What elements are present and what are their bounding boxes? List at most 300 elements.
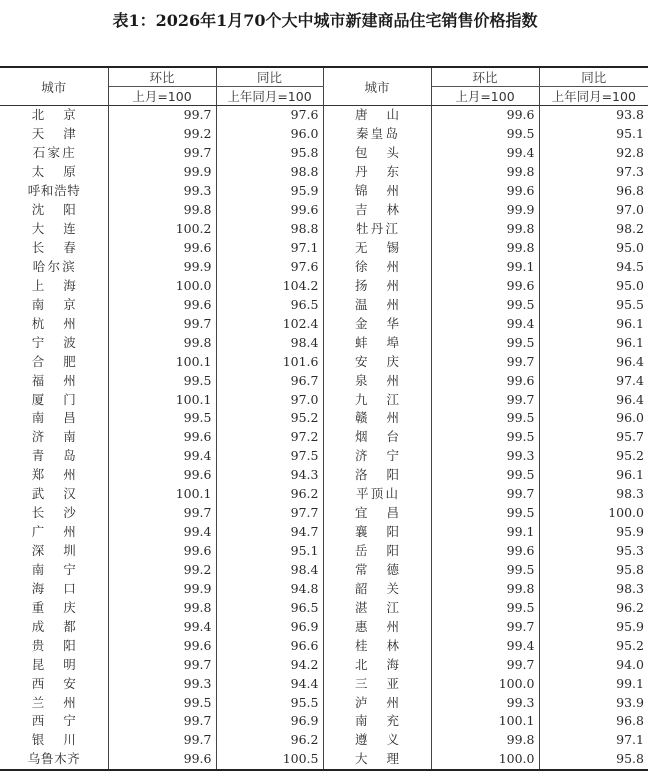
table-row xyxy=(0,333,648,352)
mom-value-left: 99.3 xyxy=(108,182,216,201)
city-name-left xyxy=(0,295,108,314)
mom-value-right: 99.6 xyxy=(431,182,539,201)
city-label: 成都 xyxy=(31,618,76,634)
city-name-right xyxy=(323,750,431,770)
table-row xyxy=(0,523,648,542)
yoy-value-right: 100.0 xyxy=(608,505,644,521)
mom-value-right: 99.6 xyxy=(431,276,539,295)
city-label: 桂林 xyxy=(355,637,399,653)
mom-value-left: 99.7 xyxy=(108,106,216,125)
yoy-value-right: 98.3 xyxy=(616,580,644,596)
mom-value-left: 99.6 xyxy=(108,428,216,447)
table-row xyxy=(0,371,648,390)
header-city-left: 城市 xyxy=(0,67,108,106)
city-name-left xyxy=(0,598,108,617)
city-name-right xyxy=(323,409,431,428)
mom-value-left: 99.5 xyxy=(108,693,216,712)
city-name-left xyxy=(0,371,108,390)
city-label: 吉林 xyxy=(355,202,399,218)
yoy-value-right: 96.1 xyxy=(616,334,644,350)
city-name-right xyxy=(323,523,431,542)
city-label: 常德 xyxy=(355,561,399,577)
mom-value-left: 99.7 xyxy=(108,655,216,674)
mom-value-left: 100.2 xyxy=(108,220,216,239)
mom-value-right: 99.8 xyxy=(431,579,539,598)
city-name-left xyxy=(0,579,108,598)
city-name-right xyxy=(323,561,431,580)
city-label: 海口 xyxy=(31,580,76,596)
city-name-left xyxy=(0,106,108,125)
city-name-right xyxy=(323,220,431,239)
city-label: 杭州 xyxy=(31,315,76,331)
mom-value-left: 99.7 xyxy=(108,314,216,333)
table-row xyxy=(0,125,648,144)
city-name-right xyxy=(323,579,431,598)
city-name-left xyxy=(0,409,108,428)
mom-value-left: 100.1 xyxy=(108,485,216,504)
city-name-left xyxy=(0,655,108,674)
city-name-left xyxy=(0,163,108,182)
city-name-left xyxy=(0,314,108,333)
yoy-value-left: 97.7 xyxy=(216,504,323,523)
mom-value-left: 99.7 xyxy=(108,712,216,731)
table-row xyxy=(0,106,648,125)
yoy-value-left: 96.5 xyxy=(216,598,323,617)
city-label: 北海 xyxy=(355,656,399,672)
yoy-value-right: 95.8 xyxy=(616,561,644,577)
city-label: 南充 xyxy=(355,713,399,729)
city-name-right xyxy=(323,258,431,277)
yoy-value-left: 96.9 xyxy=(216,617,323,636)
mom-value-right: 100.0 xyxy=(431,750,539,770)
city-name-left xyxy=(0,201,108,220)
city-name-left xyxy=(0,617,108,636)
mom-value-left: 99.2 xyxy=(108,561,216,580)
yoy-value-right: 96.2 xyxy=(616,599,644,615)
city-label: 宁波 xyxy=(31,334,76,350)
table-title: 表1：2026年1月70个大中城市新建商品住宅销售价格指数 xyxy=(112,11,538,30)
table-row xyxy=(0,428,648,447)
city-label: 贵阳 xyxy=(31,637,76,653)
mom-value-left: 99.6 xyxy=(108,295,216,314)
city-label: 蚌埠 xyxy=(355,334,399,350)
city-name-left xyxy=(0,750,108,770)
city-label: 扬州 xyxy=(355,277,399,293)
city-name-left xyxy=(0,276,108,295)
mom-value-right: 99.5 xyxy=(431,428,539,447)
yoy-value-right: 92.8 xyxy=(616,145,644,161)
city-label: 三亚 xyxy=(355,675,399,691)
city-label: 南昌 xyxy=(31,410,76,426)
city-label: 大理 xyxy=(355,751,399,767)
city-label: 丹东 xyxy=(355,164,399,180)
city-name-left xyxy=(0,125,108,144)
city-name-left xyxy=(0,258,108,277)
mom-value-left: 99.8 xyxy=(108,333,216,352)
city-label: 岳阳 xyxy=(355,543,399,559)
yoy-value-right: 97.0 xyxy=(616,202,644,218)
city-label: 泸州 xyxy=(355,694,399,710)
table-row xyxy=(0,352,648,371)
yoy-value-left: 94.2 xyxy=(216,655,323,674)
mom-value-right: 99.8 xyxy=(431,220,539,239)
city-label: 平顶山 xyxy=(356,486,398,502)
mom-value-right: 99.8 xyxy=(431,239,539,258)
city-name-left xyxy=(0,636,108,655)
table-row xyxy=(0,579,648,598)
yoy-value-left: 95.1 xyxy=(216,542,323,561)
table-row xyxy=(0,201,648,220)
city-label: 郑州 xyxy=(31,467,76,483)
mom-value-right: 99.5 xyxy=(431,504,539,523)
mom-value-right: 99.5 xyxy=(431,598,539,617)
mom-value-right: 99.5 xyxy=(431,333,539,352)
mom-value-right: 99.9 xyxy=(431,201,539,220)
mom-value-left: 99.4 xyxy=(108,523,216,542)
city-name-left xyxy=(0,504,108,523)
city-label: 温州 xyxy=(355,296,399,312)
table-row xyxy=(0,485,648,504)
city-name-left xyxy=(0,333,108,352)
city-label: 九江 xyxy=(355,391,399,407)
yoy-value-left: 95.9 xyxy=(216,182,323,201)
mom-value-left: 99.4 xyxy=(108,617,216,636)
yoy-value-right: 95.2 xyxy=(616,637,644,653)
city-name-right xyxy=(323,655,431,674)
table-row xyxy=(0,655,648,674)
city-name-left xyxy=(0,542,108,561)
mom-value-left: 99.6 xyxy=(108,542,216,561)
mom-value-left: 99.6 xyxy=(108,239,216,258)
city-name-left xyxy=(0,693,108,712)
yoy-value-left: 97.6 xyxy=(216,258,323,277)
mom-value-left: 99.2 xyxy=(108,125,216,144)
header-city-right: 城市 xyxy=(323,67,431,106)
yoy-value-right: 96.1 xyxy=(616,315,644,331)
city-name-right xyxy=(323,295,431,314)
table-row xyxy=(0,220,648,239)
table-row xyxy=(0,731,648,750)
header-yoy-right: 同比 xyxy=(539,67,648,87)
table-row xyxy=(0,409,648,428)
yoy-value-right: 95.0 xyxy=(616,277,644,293)
mom-value-right: 99.5 xyxy=(431,466,539,485)
city-name-left xyxy=(0,220,108,239)
mom-value-right: 99.6 xyxy=(431,542,539,561)
mom-value-right: 99.1 xyxy=(431,523,539,542)
mom-value-right: 99.5 xyxy=(431,295,539,314)
city-name-right xyxy=(323,504,431,523)
mom-value-left: 99.9 xyxy=(108,579,216,598)
mom-value-right: 99.4 xyxy=(431,144,539,163)
yoy-value-left: 104.2 xyxy=(216,276,323,295)
yoy-value-left: 95.2 xyxy=(216,409,323,428)
city-name-right xyxy=(323,163,431,182)
yoy-value-right: 94.5 xyxy=(616,258,644,274)
yoy-value-right: 95.1 xyxy=(616,126,644,142)
yoy-value-left: 96.0 xyxy=(216,125,323,144)
yoy-value-left: 96.2 xyxy=(216,731,323,750)
yoy-value-left: 94.4 xyxy=(216,674,323,693)
city-name-right xyxy=(323,693,431,712)
city-label: 惠州 xyxy=(355,618,399,634)
yoy-value-left: 96.9 xyxy=(216,712,323,731)
mom-value-left: 99.7 xyxy=(108,144,216,163)
yoy-value-right: 95.9 xyxy=(616,618,644,634)
city-name-right xyxy=(323,125,431,144)
city-label: 福州 xyxy=(31,372,76,388)
city-name-left xyxy=(0,674,108,693)
city-label: 金华 xyxy=(355,315,399,331)
yoy-value-right: 95.9 xyxy=(616,524,644,540)
table-row xyxy=(0,542,648,561)
city-label: 洛阳 xyxy=(355,467,399,483)
city-name-right xyxy=(323,333,431,352)
table-row xyxy=(0,258,648,277)
city-name-right xyxy=(323,428,431,447)
city-label: 襄阳 xyxy=(355,524,399,540)
city-label: 秦皇岛 xyxy=(356,126,398,142)
yoy-value-left: 97.0 xyxy=(216,390,323,409)
city-name-right xyxy=(323,731,431,750)
table-row xyxy=(0,295,648,314)
yoy-value-left: 98.4 xyxy=(216,561,323,580)
city-label: 宜昌 xyxy=(355,505,399,521)
mom-value-left: 99.4 xyxy=(108,447,216,466)
city-label: 泉州 xyxy=(355,372,399,388)
yoy-value-right: 95.2 xyxy=(616,448,644,464)
mom-value-right: 99.7 xyxy=(431,390,539,409)
city-label: 赣州 xyxy=(355,410,399,426)
yoy-value-left: 96.2 xyxy=(216,485,323,504)
city-label: 兰州 xyxy=(31,694,76,710)
mom-value-left: 99.7 xyxy=(108,731,216,750)
city-name-left xyxy=(0,390,108,409)
city-name-left xyxy=(0,523,108,542)
yoy-value-right: 96.0 xyxy=(616,410,644,426)
yoy-value-left: 95.5 xyxy=(216,693,323,712)
table-row xyxy=(0,636,648,655)
yoy-value-left: 96.5 xyxy=(216,295,323,314)
table-row xyxy=(0,239,648,258)
mom-value-left: 99.3 xyxy=(108,674,216,693)
mom-value-left: 100.1 xyxy=(108,352,216,371)
yoy-value-right: 95.7 xyxy=(616,429,644,445)
header-mom-left: 环比 xyxy=(108,67,216,87)
mom-value-right: 99.3 xyxy=(431,447,539,466)
city-label: 北京 xyxy=(31,107,76,123)
mom-value-left: 99.6 xyxy=(108,636,216,655)
yoy-value-left: 97.2 xyxy=(216,428,323,447)
city-label: 重庆 xyxy=(31,599,76,615)
mom-value-left: 99.9 xyxy=(108,163,216,182)
yoy-value-right: 97.4 xyxy=(616,372,644,388)
mom-value-right: 99.8 xyxy=(431,163,539,182)
mom-value-left: 99.8 xyxy=(108,201,216,220)
table-row xyxy=(0,447,648,466)
mom-value-right: 99.6 xyxy=(431,106,539,125)
city-name-left xyxy=(0,712,108,731)
yoy-value-right: 95.8 xyxy=(539,750,648,770)
city-name-right xyxy=(323,542,431,561)
city-label: 石家庄 xyxy=(32,145,75,161)
city-name-left xyxy=(0,447,108,466)
city-name-left xyxy=(0,466,108,485)
city-label: 唐山 xyxy=(355,107,399,123)
yoy-value-right: 93.9 xyxy=(616,694,644,710)
yoy-value-left: 101.6 xyxy=(216,352,323,371)
city-name-right xyxy=(323,390,431,409)
city-name-left xyxy=(0,731,108,750)
header-mom-right: 环比 xyxy=(431,67,539,87)
city-label: 长沙 xyxy=(31,505,76,521)
city-label: 银川 xyxy=(31,732,76,748)
mom-value-right: 99.5 xyxy=(431,125,539,144)
city-label: 湛江 xyxy=(355,599,399,615)
city-label: 牡丹江 xyxy=(356,221,398,237)
city-name-right xyxy=(323,447,431,466)
yoy-value-left: 100.5 xyxy=(216,750,323,770)
mom-value-right: 99.1 xyxy=(431,258,539,277)
yoy-value-left: 98.8 xyxy=(216,163,323,182)
city-name-right xyxy=(323,144,431,163)
table-row xyxy=(0,712,648,731)
city-name-left xyxy=(0,352,108,371)
mom-value-right: 99.3 xyxy=(431,693,539,712)
table-row xyxy=(0,617,648,636)
city-label: 南京 xyxy=(31,296,76,312)
city-name-right xyxy=(323,371,431,390)
yoy-value-right: 95.5 xyxy=(616,296,644,312)
yoy-value-left: 97.5 xyxy=(216,447,323,466)
city-label: 济宁 xyxy=(355,448,399,464)
city-name-left xyxy=(0,182,108,201)
yoy-value-left: 94.3 xyxy=(216,466,323,485)
city-label: 天津 xyxy=(31,126,76,142)
yoy-value-right: 98.3 xyxy=(616,486,644,502)
city-label: 安庆 xyxy=(355,353,399,369)
city-name-left xyxy=(0,561,108,580)
city-label: 青岛 xyxy=(31,448,76,464)
city-name-right xyxy=(323,466,431,485)
city-label: 包头 xyxy=(355,145,399,161)
city-label: 深圳 xyxy=(31,543,76,559)
city-name-right xyxy=(323,712,431,731)
mom-value-right: 99.8 xyxy=(431,731,539,750)
mom-value-right: 99.4 xyxy=(431,636,539,655)
yoy-value-right: 96.4 xyxy=(616,391,644,407)
city-label: 上海 xyxy=(31,277,76,293)
yoy-value-right: 96.4 xyxy=(616,353,644,369)
city-name-left xyxy=(0,428,108,447)
yoy-value-left: 94.8 xyxy=(216,579,323,598)
city-name-right xyxy=(323,636,431,655)
city-label: 广州 xyxy=(31,524,76,540)
yoy-value-left: 98.8 xyxy=(216,220,323,239)
city-label: 昆明 xyxy=(31,656,76,672)
mom-value-right: 99.4 xyxy=(431,314,539,333)
yoy-value-left: 96.7 xyxy=(216,371,323,390)
yoy-value-left: 96.6 xyxy=(216,636,323,655)
city-label: 乌鲁木齐 xyxy=(27,751,80,767)
city-name-right xyxy=(323,617,431,636)
yoy-value-right: 98.2 xyxy=(616,221,644,237)
yoy-value-left: 99.6 xyxy=(216,201,323,220)
city-label: 遵义 xyxy=(355,732,399,748)
city-name-right xyxy=(323,239,431,258)
yoy-value-left: 97.6 xyxy=(216,106,323,125)
yoy-value-right: 96.8 xyxy=(616,183,644,199)
city-name-right xyxy=(323,106,431,125)
mom-value-right: 99.7 xyxy=(431,655,539,674)
yoy-value-right: 95.0 xyxy=(616,240,644,256)
mom-value-right: 99.7 xyxy=(431,352,539,371)
yoy-value-right: 99.1 xyxy=(616,675,644,691)
header-mom-base-left: 上月=100 xyxy=(108,87,216,106)
mom-value-right: 99.5 xyxy=(431,409,539,428)
mom-value-left: 99.7 xyxy=(108,504,216,523)
table-row xyxy=(0,504,648,523)
mom-value-right: 100.0 xyxy=(431,674,539,693)
city-name-left xyxy=(0,485,108,504)
city-label: 西宁 xyxy=(31,713,76,729)
city-name-right xyxy=(323,182,431,201)
city-name-right xyxy=(323,314,431,333)
table-row xyxy=(0,182,648,201)
price-index-table xyxy=(0,66,648,771)
city-name-right xyxy=(323,674,431,693)
table-row xyxy=(0,750,648,770)
table-row xyxy=(0,561,648,580)
yoy-value-right: 96.8 xyxy=(616,713,644,729)
city-label: 无锡 xyxy=(355,240,399,256)
mom-value-left: 100.1 xyxy=(108,390,216,409)
city-label: 济南 xyxy=(31,429,76,445)
header-yoy-base-right: 上年同月=100 xyxy=(539,87,648,106)
header-mom-base-right: 上月=100 xyxy=(431,87,539,106)
yoy-value-left: 94.7 xyxy=(216,523,323,542)
city-label: 南宁 xyxy=(31,561,76,577)
table-row xyxy=(0,693,648,712)
city-label: 长春 xyxy=(31,240,76,256)
city-name-right xyxy=(323,352,431,371)
yoy-value-right: 97.1 xyxy=(616,732,644,748)
yoy-value-right: 93.8 xyxy=(616,107,644,123)
city-label: 太原 xyxy=(31,164,76,180)
yoy-value-left: 98.4 xyxy=(216,333,323,352)
city-name-right xyxy=(323,598,431,617)
mom-value-right: 99.5 xyxy=(431,561,539,580)
city-name-right xyxy=(323,276,431,295)
city-label: 哈尔滨 xyxy=(32,258,75,274)
mom-value-left: 99.5 xyxy=(108,371,216,390)
table-row xyxy=(0,144,648,163)
city-label: 沈阳 xyxy=(31,202,76,218)
table-row xyxy=(0,314,648,333)
city-name-right xyxy=(323,485,431,504)
yoy-value-left: 102.4 xyxy=(216,314,323,333)
city-label: 烟台 xyxy=(355,429,399,445)
table-row xyxy=(0,390,648,409)
city-label: 武汉 xyxy=(31,486,76,502)
header-row-1 xyxy=(0,67,648,87)
city-name-left xyxy=(0,239,108,258)
city-label: 呼和浩特 xyxy=(27,183,80,199)
yoy-value-right: 97.3 xyxy=(616,164,644,180)
table-row xyxy=(0,598,648,617)
mom-value-right: 99.7 xyxy=(431,485,539,504)
table-row xyxy=(0,674,648,693)
